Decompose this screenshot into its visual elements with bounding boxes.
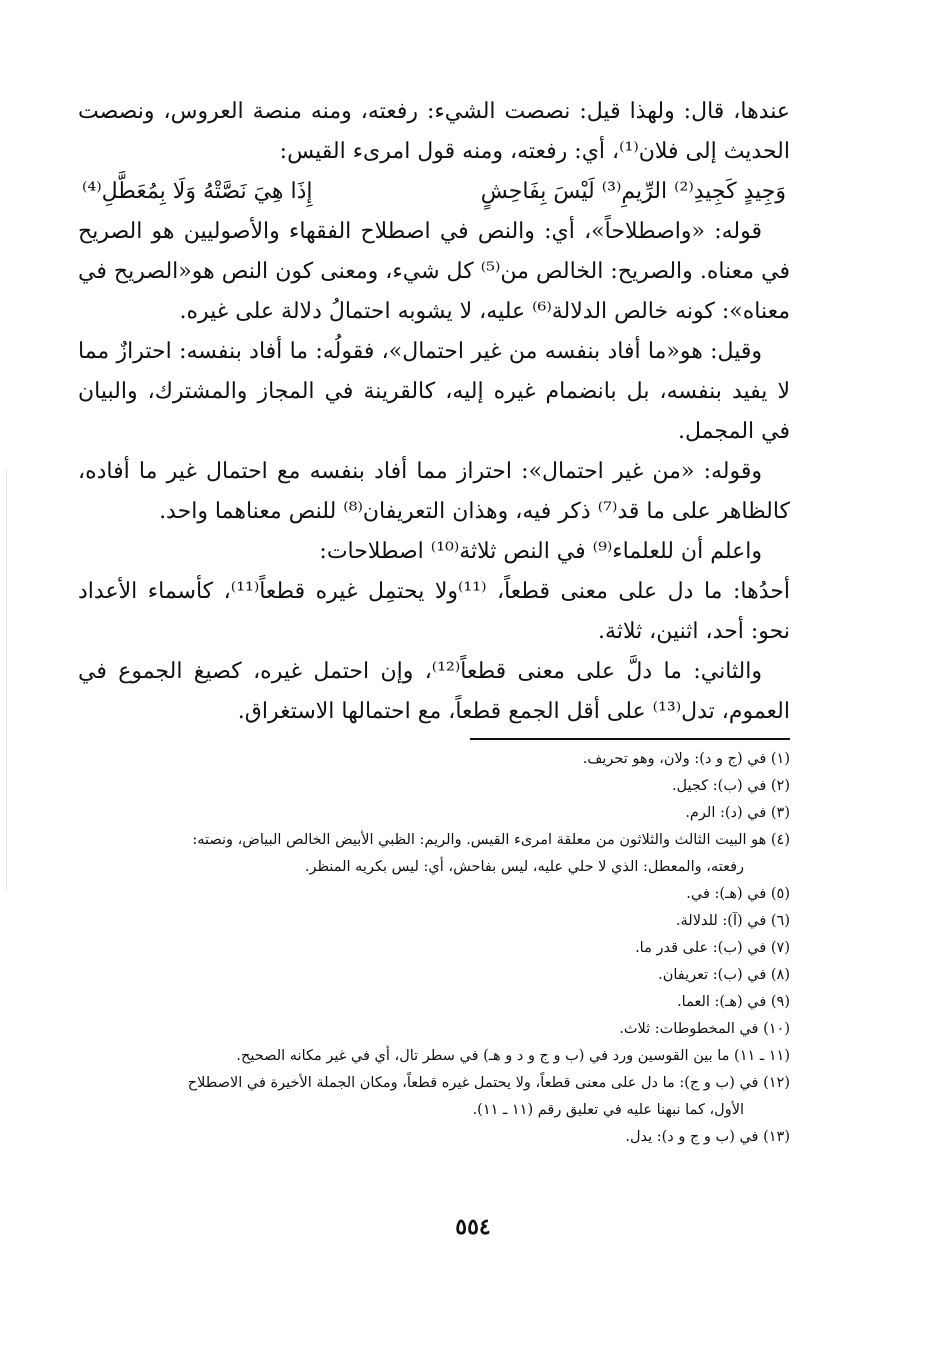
footnote: (١٣) في (ب و ج و د): يدل. xyxy=(625,1129,790,1145)
footnote-continuation: الأول، كما نبهنا عليه في تعليق رقم (١١ ـ ١١). xyxy=(472,1102,744,1118)
verse-first-hemistich: وَجِيدٍ كَجِيدِ⁽²⁾ الرِّيمِ⁽³⁾ لَيْسَ بِفَاحِشٍ xyxy=(480,179,786,204)
footnote: (٥) في (هـ): في. xyxy=(686,886,790,902)
footnote: (١٠) في المخطوطات: ثلاث. xyxy=(619,1021,790,1037)
main-text xyxy=(78,92,790,732)
footnote: (١١ ـ ١١) ما بين القوسين ورد في (ب و ج و د و هـ) في سطر تال، أي في غير مكانه الصحيح. xyxy=(236,1048,790,1064)
poetry-verse xyxy=(78,172,790,212)
footnote: (٤) هو البيت الثالث والثلاثون من معلقة امرىء القيس. والريم: الظبي الأبيض الخالص البياض، ونصته: xyxy=(192,832,790,848)
paragraph-3: وقيل: هو«ما أفاد بنفسه من غير احتمال»، فقولُه: ما أفاد بنفسه: احترازٌ مما لا يفيد بنفسه، بل بانضمام غيره إليه، كالقرينة في المجاز والمشترك، والبيان في المجمل. xyxy=(78,339,790,444)
footnote: (٨) في (ب): تعريفان. xyxy=(658,967,790,983)
footnote: (٦) في (آ): للدلالة. xyxy=(675,913,790,929)
footnote: (١٢) في (ب و ج): ما دل على معنى قطعاً، ولا يحتمل غيره قطعاً، ومكان الجملة الأخيرة في الاصطلاح xyxy=(187,1075,790,1091)
footnote: (٣) في (د): الرم. xyxy=(685,805,790,821)
page-number: ٥٥٤ xyxy=(455,1214,491,1240)
paragraph-7: والثاني: ما دلَّ على معنى قطعاً⁽¹²⁾، وإن احتمل غيره، كصيغ الجموع في العموم، تدل⁽¹³⁾ على أقل الجمع قطعاً، مع احتمالها الاستغراق. xyxy=(78,659,790,724)
footnote-divider xyxy=(470,738,790,740)
paragraph-5: واعلم أن للعلماء⁽⁹⁾ في النص ثلاثة⁽¹⁰⁾ اصطلاحات: xyxy=(319,539,762,564)
paragraph-2: قوله: «واصطلاحاً»، أي: والنص في اصطلاح الفقهاء والأصوليين هو الصريح في معناه. والصريح: الخالص من⁽⁵⁾ كل شيء، ومعنى كون النص هو«الصريح في معناه»: كونه خالص الدلالة⁽⁶⁾ عليه، لا يشوبه احتمالُ دلالة على غيره. xyxy=(78,219,790,324)
paragraph-4: وقوله: «من غير احتمال»: احتراز مما أفاد بنفسه مع احتمال غير ما أفاده، كالظاهر على ما قد⁽⁷⁾ ذكر فيه، وهذان التعريفان⁽⁸⁾ للنص معناهما واحد. xyxy=(78,459,790,524)
footnote: (٩) في (هـ): العما. xyxy=(677,994,790,1010)
footnote: (١) في (ج و د): ولان، وهو تحريف. xyxy=(582,751,790,767)
footnote: (٧) في (ب): على قدر ما. xyxy=(635,940,790,956)
footnote: (٢) في (ب): كجيل. xyxy=(671,778,790,794)
scan-edge xyxy=(6,470,7,890)
verse-second-hemistich: إِذَا هِيَ نَصَّتْهُ وَلَا بِمُعَطَّلِ⁽⁴⁾ xyxy=(82,179,313,204)
paragraph-6: أحدُها: ما دل على معنى قطعاً، ⁽¹¹⁾ولا يحتمِل غيره قطعاً⁽¹¹⁾، كأسماء الأعداد نحو: أحد، اثنين، ثلاثة. xyxy=(78,579,790,644)
page xyxy=(78,92,790,1151)
paragraph-1: عندها، قال: ولهذا قيل: نصصت الشيء: رفعته، ومنه منصة العروس، ونصصت الحديث إلى فلان⁽¹⁾، أي: رفعته، ومنه قول امرىء القيس: xyxy=(78,99,790,164)
footnote-continuation: رفعته، والمعطل: الذي لا حلي عليه، ليس بفاحش، أي: ليس بكريه المنظر. xyxy=(304,859,744,875)
footnotes xyxy=(78,746,790,1151)
